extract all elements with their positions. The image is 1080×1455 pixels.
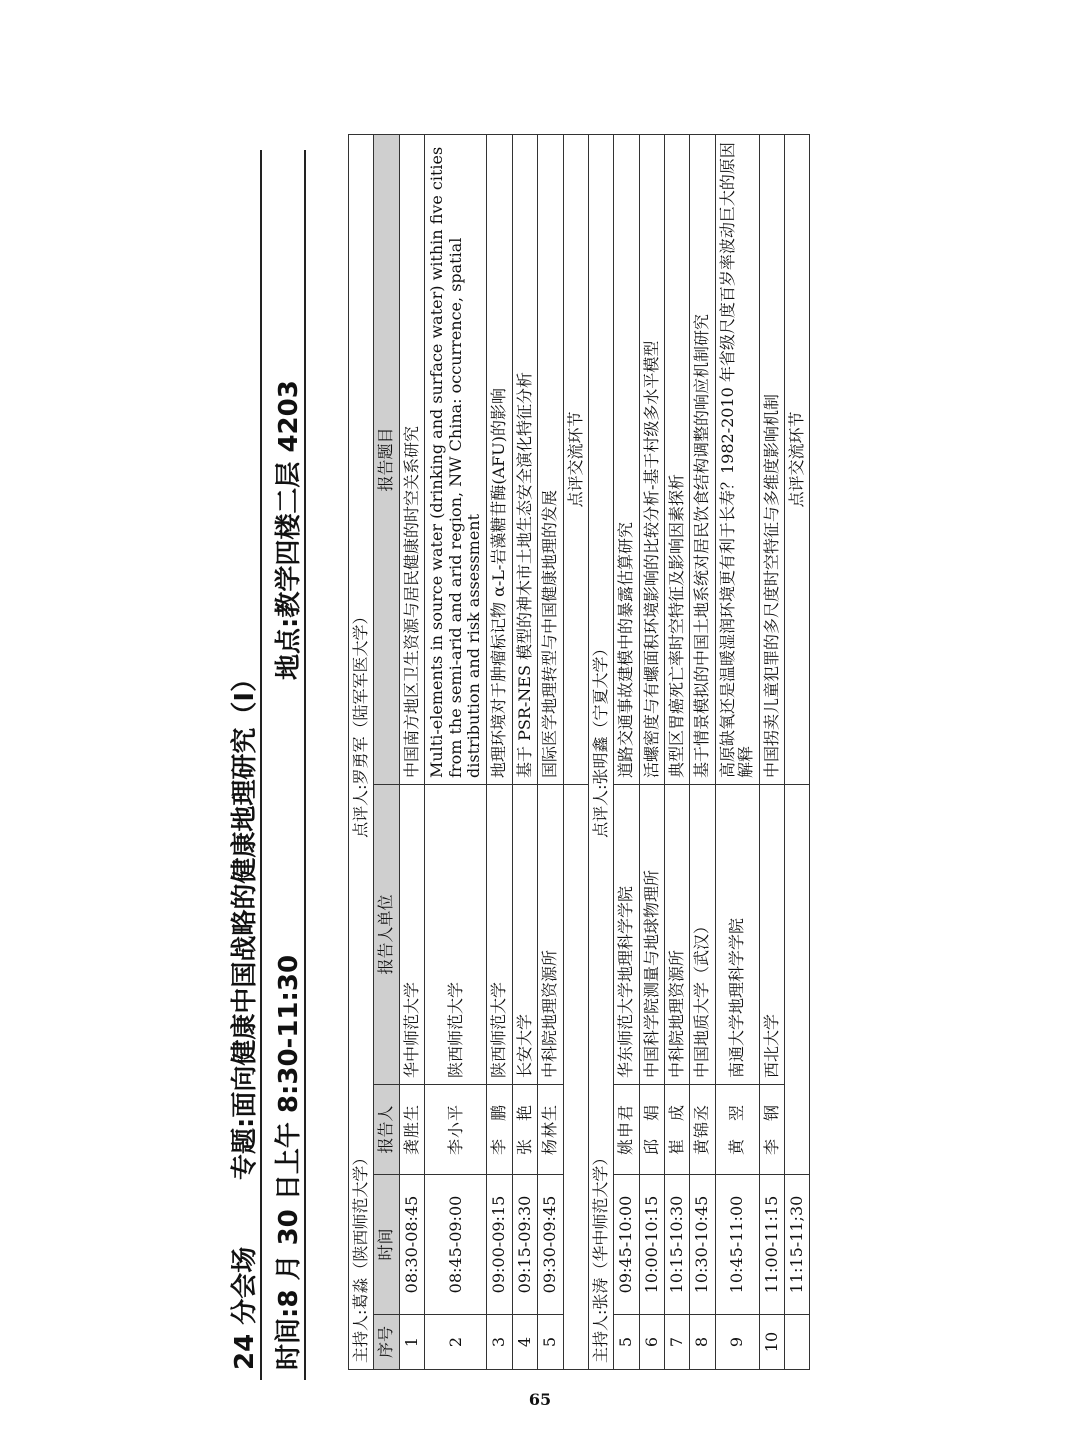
venue-label: 24 分会场 [230, 1246, 260, 1370]
row-title: 中国南方地区卫生资源与居民健康的时空关系研究 [399, 135, 424, 785]
row-speaker: 李 鹏 [487, 1085, 512, 1175]
row-org: 陕西师范大学 [487, 785, 512, 1085]
row-speaker: 邱 娟 [639, 1085, 664, 1175]
row-time: 09:45-10:00 [614, 1175, 639, 1315]
row-time: 09:15-09:30 [512, 1175, 537, 1315]
row-org: 南通大学地理科学学院 [715, 785, 759, 1085]
row-no: 5 [538, 1315, 563, 1370]
row-org: 中科院地理资源所 [665, 785, 690, 1085]
row-speaker: 黄 翌 [715, 1085, 759, 1175]
row-org: 中科院地理资源所 [538, 785, 563, 1085]
break-row [563, 135, 588, 1370]
row-no: 10 [759, 1315, 784, 1370]
row-title: 地理环境对于肿瘤标记物 α-L-岩藻糖苷酶(AFU)的影响 [487, 135, 512, 785]
row-org: 华中师范大学 [399, 785, 424, 1085]
critic-label: 点评人:张明鑫（宁夏大学） [590, 640, 610, 838]
row-speaker: 李 钢 [759, 1085, 784, 1175]
table-row [538, 135, 563, 1370]
row-org: 中国地质大学（武汉） [690, 785, 715, 1085]
row-title: 典型区胃癌死亡率时空特征及影响因素探析 [665, 135, 690, 785]
row-no: 5 [614, 1315, 639, 1370]
table-row [614, 135, 639, 1370]
table-row [690, 135, 715, 1370]
row-time: 10:45-11:00 [715, 1175, 759, 1315]
row-time: 11:15-11;30 [785, 1175, 810, 1315]
chair-label: 主持人:葛淼（陕西师范大学） [351, 1149, 370, 1363]
row-no: 8 [690, 1315, 715, 1370]
table-row [665, 135, 690, 1370]
row-speaker: 杨林生 [538, 1085, 563, 1175]
row-time: 08:30-08:45 [399, 1175, 424, 1315]
row-speaker: 龚胜生 [399, 1085, 424, 1175]
info-row [264, 150, 306, 1380]
table-header-row [374, 135, 399, 1370]
col-header-time: 时间 [374, 1175, 399, 1315]
row-speaker: 崔 成 [665, 1085, 690, 1175]
row-speaker: 李小平 [425, 1085, 487, 1175]
row-org: 中国科学院测量与地球物理所 [639, 785, 664, 1085]
col-header-speaker: 报告人 [374, 1085, 399, 1175]
row-org: 华东师范大学地理科学学院 [614, 785, 639, 1085]
row-time: 09:00-09:15 [487, 1175, 512, 1315]
table-row [487, 135, 512, 1370]
row-no: 2 [425, 1315, 487, 1370]
title-row [220, 150, 262, 1380]
row-title: 道路交通事故建模中的暴露估算研究 [614, 135, 639, 785]
chair-label: 主持人:张涛（华中师范大学） [590, 1149, 610, 1363]
row-speaker: 黄锦丞 [690, 1085, 715, 1175]
table-row [715, 135, 759, 1370]
schedule-table [348, 134, 810, 1370]
row-no: 4 [512, 1315, 537, 1370]
row-no: 3 [487, 1315, 512, 1370]
row-title: 国际医学地理转型与中国健康地理的发展 [538, 135, 563, 785]
row-no: 6 [639, 1315, 664, 1370]
row-org: 西北大学 [759, 785, 784, 1085]
row-title: 中国拐卖儿童犯罪的多尺度时空特征与多维度影响机制 [759, 135, 784, 785]
col-header-no: 序号 [374, 1315, 399, 1370]
col-header-org: 报告人单位 [374, 785, 399, 1085]
row-speaker: 姚申君 [614, 1085, 639, 1175]
session-host-row [349, 135, 374, 1370]
row-title: 基于 PSR-NES 模型的神木市土地生态安全演化特征分析 [512, 135, 537, 785]
page-number: 65 [528, 1390, 552, 1409]
row-title: 高原缺氧还是温暖湿润环境更有利于长寿？1982-2010 年省级尺度百岁率波动巨大的原因解释 [715, 135, 759, 785]
session-topic: 专题:面向健康中国战略的健康地理研究（Ⅰ） [230, 665, 260, 1180]
critic-label: 点评人:罗勇军（陆军军医大学） [351, 608, 370, 838]
row-title: Multi-elements in source water (drinking and surface water) within five cities from the semi-arid and arid region, NW China: occurrence, spatial distribution and risk assessment [425, 135, 487, 785]
table-row [399, 135, 424, 1370]
table-row [512, 135, 537, 1370]
row-no: 7 [665, 1315, 690, 1370]
break-label: 点评交流环节 [785, 135, 810, 785]
row-time: 10:30-10:45 [690, 1175, 715, 1315]
table-row [759, 135, 784, 1370]
row-time: 11:00-11:15 [759, 1175, 784, 1315]
row-org: 长安大学 [512, 785, 537, 1085]
table-row [639, 135, 664, 1370]
col-header-title: 报告题目 [374, 135, 399, 785]
row-time: 09:30-09:45 [538, 1175, 563, 1315]
rotated-page [220, 120, 807, 1380]
row-no: 1 [399, 1315, 424, 1370]
break-label: 点评交流环节 [563, 135, 588, 785]
row-title: 活螺密度与有螺面积环境影响的比较分析-基于村级多水平模型 [639, 135, 664, 785]
row-org: 陕西师范大学 [425, 785, 487, 1085]
table-row [425, 135, 487, 1370]
session-host-row [588, 135, 613, 1370]
session-time: 时间:8 月 30 日上午 8:30-11:30 [274, 954, 304, 1370]
row-time: 10:00-10:15 [639, 1175, 664, 1315]
row-speaker: 张 艳 [512, 1085, 537, 1175]
row-title: 基于情景模拟的中国土地系统对居民饮食结构调整的响应机制研究 [690, 135, 715, 785]
break-row [785, 135, 810, 1370]
row-time: 10:15-10:30 [665, 1175, 690, 1315]
session-place: 地点:教学四楼二层 4203 [274, 380, 304, 680]
row-time: 08:45-09:00 [425, 1175, 487, 1315]
row-no: 9 [715, 1315, 759, 1370]
